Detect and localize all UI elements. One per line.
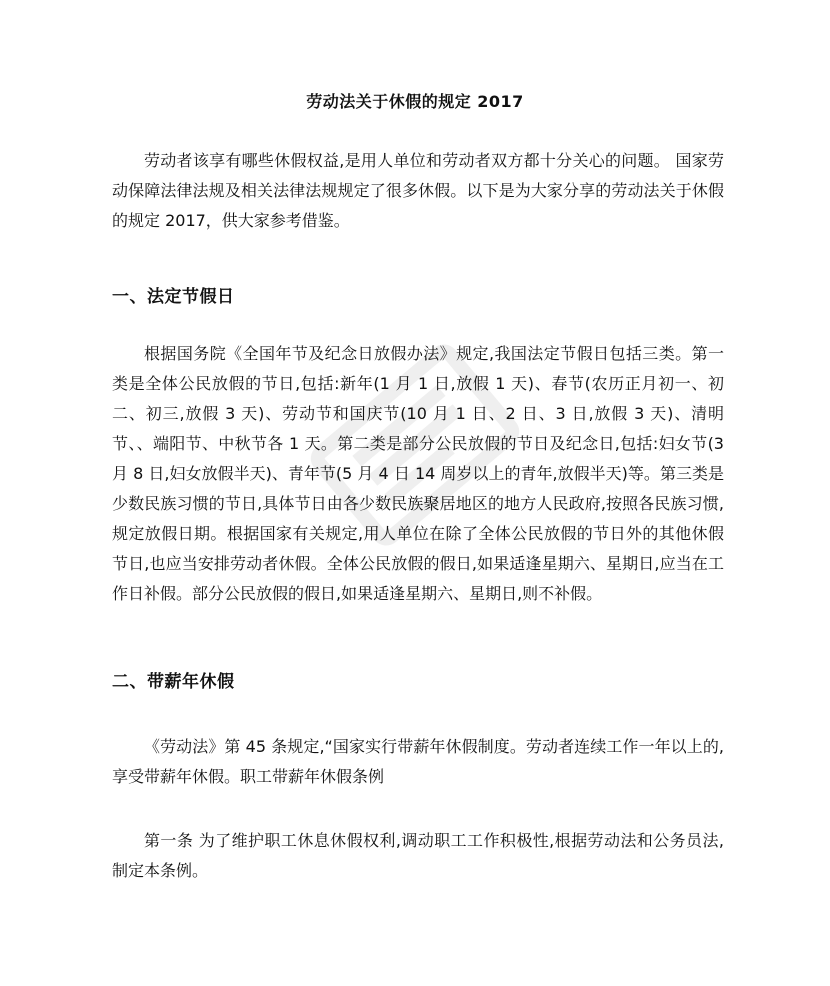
paid-leave-paragraph: 《劳动法》第 45 条规定,“国家实行带薪年休假制度。劳动者连续工作一年以上的,享受带薪年休假。职工带薪年休假条例	[112, 737, 724, 786]
holidays-paragraph: 根据国务院《全国年节及纪念日放假办法》规定,我国法定节假日包括三类。第一类是全体公民放假的节日,包括:新年(1 月 1 日,放假 1 天)、春节(农历正月初一、初二、初三,放假 3 天)、劳动节和国庆节(10 月 1 日、2 日、3 日,放假 3 天)、清明节、、端阳节、中秋节各 1 天。第二类是部分公民放假的节日及纪念日,包括:妇女节(3 月 8 日,妇女放假半天)、青年节(5 月 4 日 14 周岁以上的青年,放假半天)等。第三类是少数民族习惯的节日,具体节日由各少数民族聚居地区的地方人民政府,按照各民族习惯,规定放假日期。根据国家有关规定,用人单位在除了全体公民放假的节日外的其他休假节日,也应当安排劳动者休假。全体公民放假的假日,如果适逢星期六、星期日,应当在工作日补假。部分公民放假的假日,如果适逢星期六、星期日,则不补假。	[112, 344, 724, 603]
document-title: 劳动法关于休假的规定 2017	[306, 92, 524, 111]
section-heading-paid-leave: 二、带薪年休假	[112, 672, 235, 692]
intro-paragraph: 劳动者该享有哪些休假权益,是用人单位和劳动者双方都十分关心的问题。 国家劳动保障法律法规及相关法律法规规定了很多休假。以下是为大家分享的劳动法关于休假的规定 2017，供大家参考借鉴。	[112, 151, 724, 230]
section-heading-holidays: 一、法定节假日	[112, 287, 235, 307]
article-one-paragraph: 第一条 为了维护职工休息休假权利,调动职工工作积极性,根据劳动法和公务员法,制定本条例。	[112, 831, 724, 880]
